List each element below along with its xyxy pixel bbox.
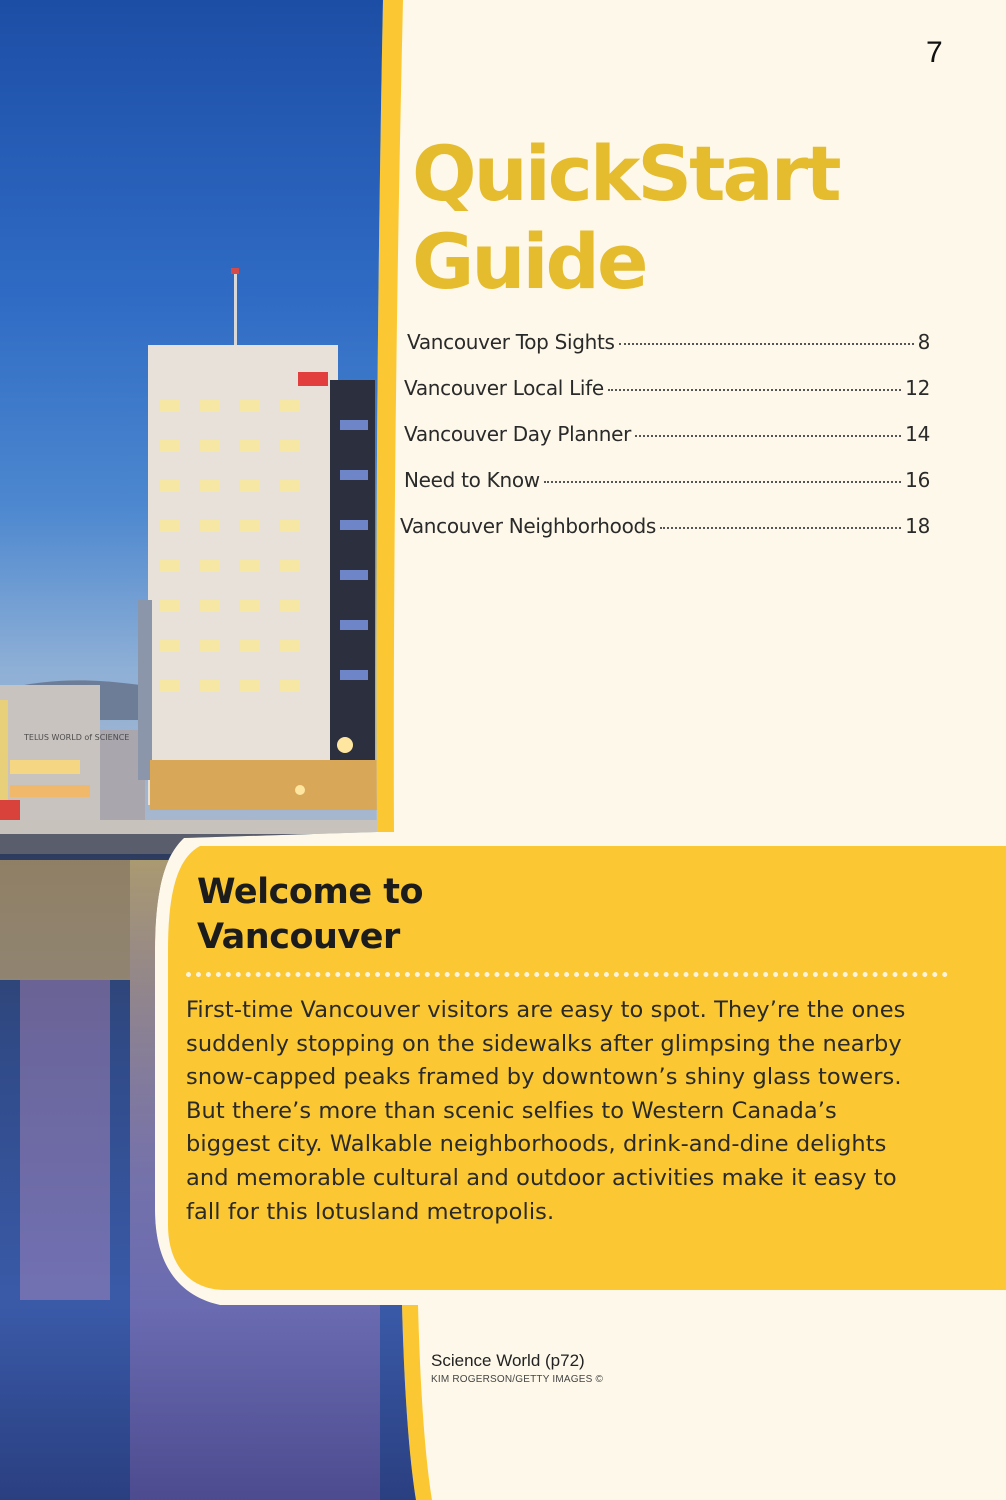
toc-label: Vancouver Local Life: [404, 376, 604, 400]
toc-item-neighborhoods[interactable]: [400, 514, 930, 560]
science-world-sign: TELUS WORLD of SCIENCE: [24, 733, 130, 742]
toc-page: 14: [905, 422, 930, 446]
welcome-text: First-time Vancouver visitors are easy to spot. They’re the ones suddenly stopping on the sidewalks after glimpsing the nearby snow-capped peaks framed by downtown’s shiny glass towers. But there’s more than scenic selfies to Western Canada’s biggest city. Walkable neighborhoods, drink-and-dine delights and memorable cultural and outdoor activities make it easy to fall for this lotusland metropolis.: [186, 997, 906, 1225]
toc-leader-dots: [544, 481, 901, 483]
toc-item-need-to-know[interactable]: [404, 468, 930, 514]
toc-page: 12: [905, 376, 930, 400]
welcome-title: [197, 870, 423, 960]
toc-leader-dots: [619, 343, 914, 345]
toc-label: Vancouver Top Sights: [407, 330, 615, 354]
toc-leader-dots: [635, 435, 901, 437]
welcome-title-line1: Welcome to: [197, 872, 424, 912]
quickstart-title-line2: Guide: [412, 217, 646, 306]
toc-label: Vancouver Day Planner: [404, 422, 631, 446]
toc-leader-dots: [608, 389, 901, 391]
quickstart-title: [412, 130, 839, 306]
toc-page: 8: [917, 330, 930, 354]
toc-item-top-sights[interactable]: [407, 330, 930, 376]
toc-page: 16: [905, 468, 930, 492]
toc-label: Vancouver Neighborhoods: [400, 514, 657, 538]
toc-leader-dots: [660, 527, 901, 529]
toc-page: 18: [905, 514, 930, 538]
table-of-contents: [400, 330, 930, 560]
quickstart-title-line1: QuickStart: [412, 129, 839, 218]
photo-caption: Science World (p72): [431, 1351, 585, 1370]
welcome-divider: [186, 972, 948, 977]
welcome-title-line2: Vancouver: [197, 917, 400, 957]
toc-label: Need to Know: [404, 468, 540, 492]
toc-item-day-planner[interactable]: [404, 422, 930, 468]
photo-credit: KIM ROGERSON/GETTY IMAGES ©: [431, 1374, 604, 1385]
page-number: 7: [926, 36, 943, 69]
toc-item-local-life[interactable]: [404, 376, 930, 422]
